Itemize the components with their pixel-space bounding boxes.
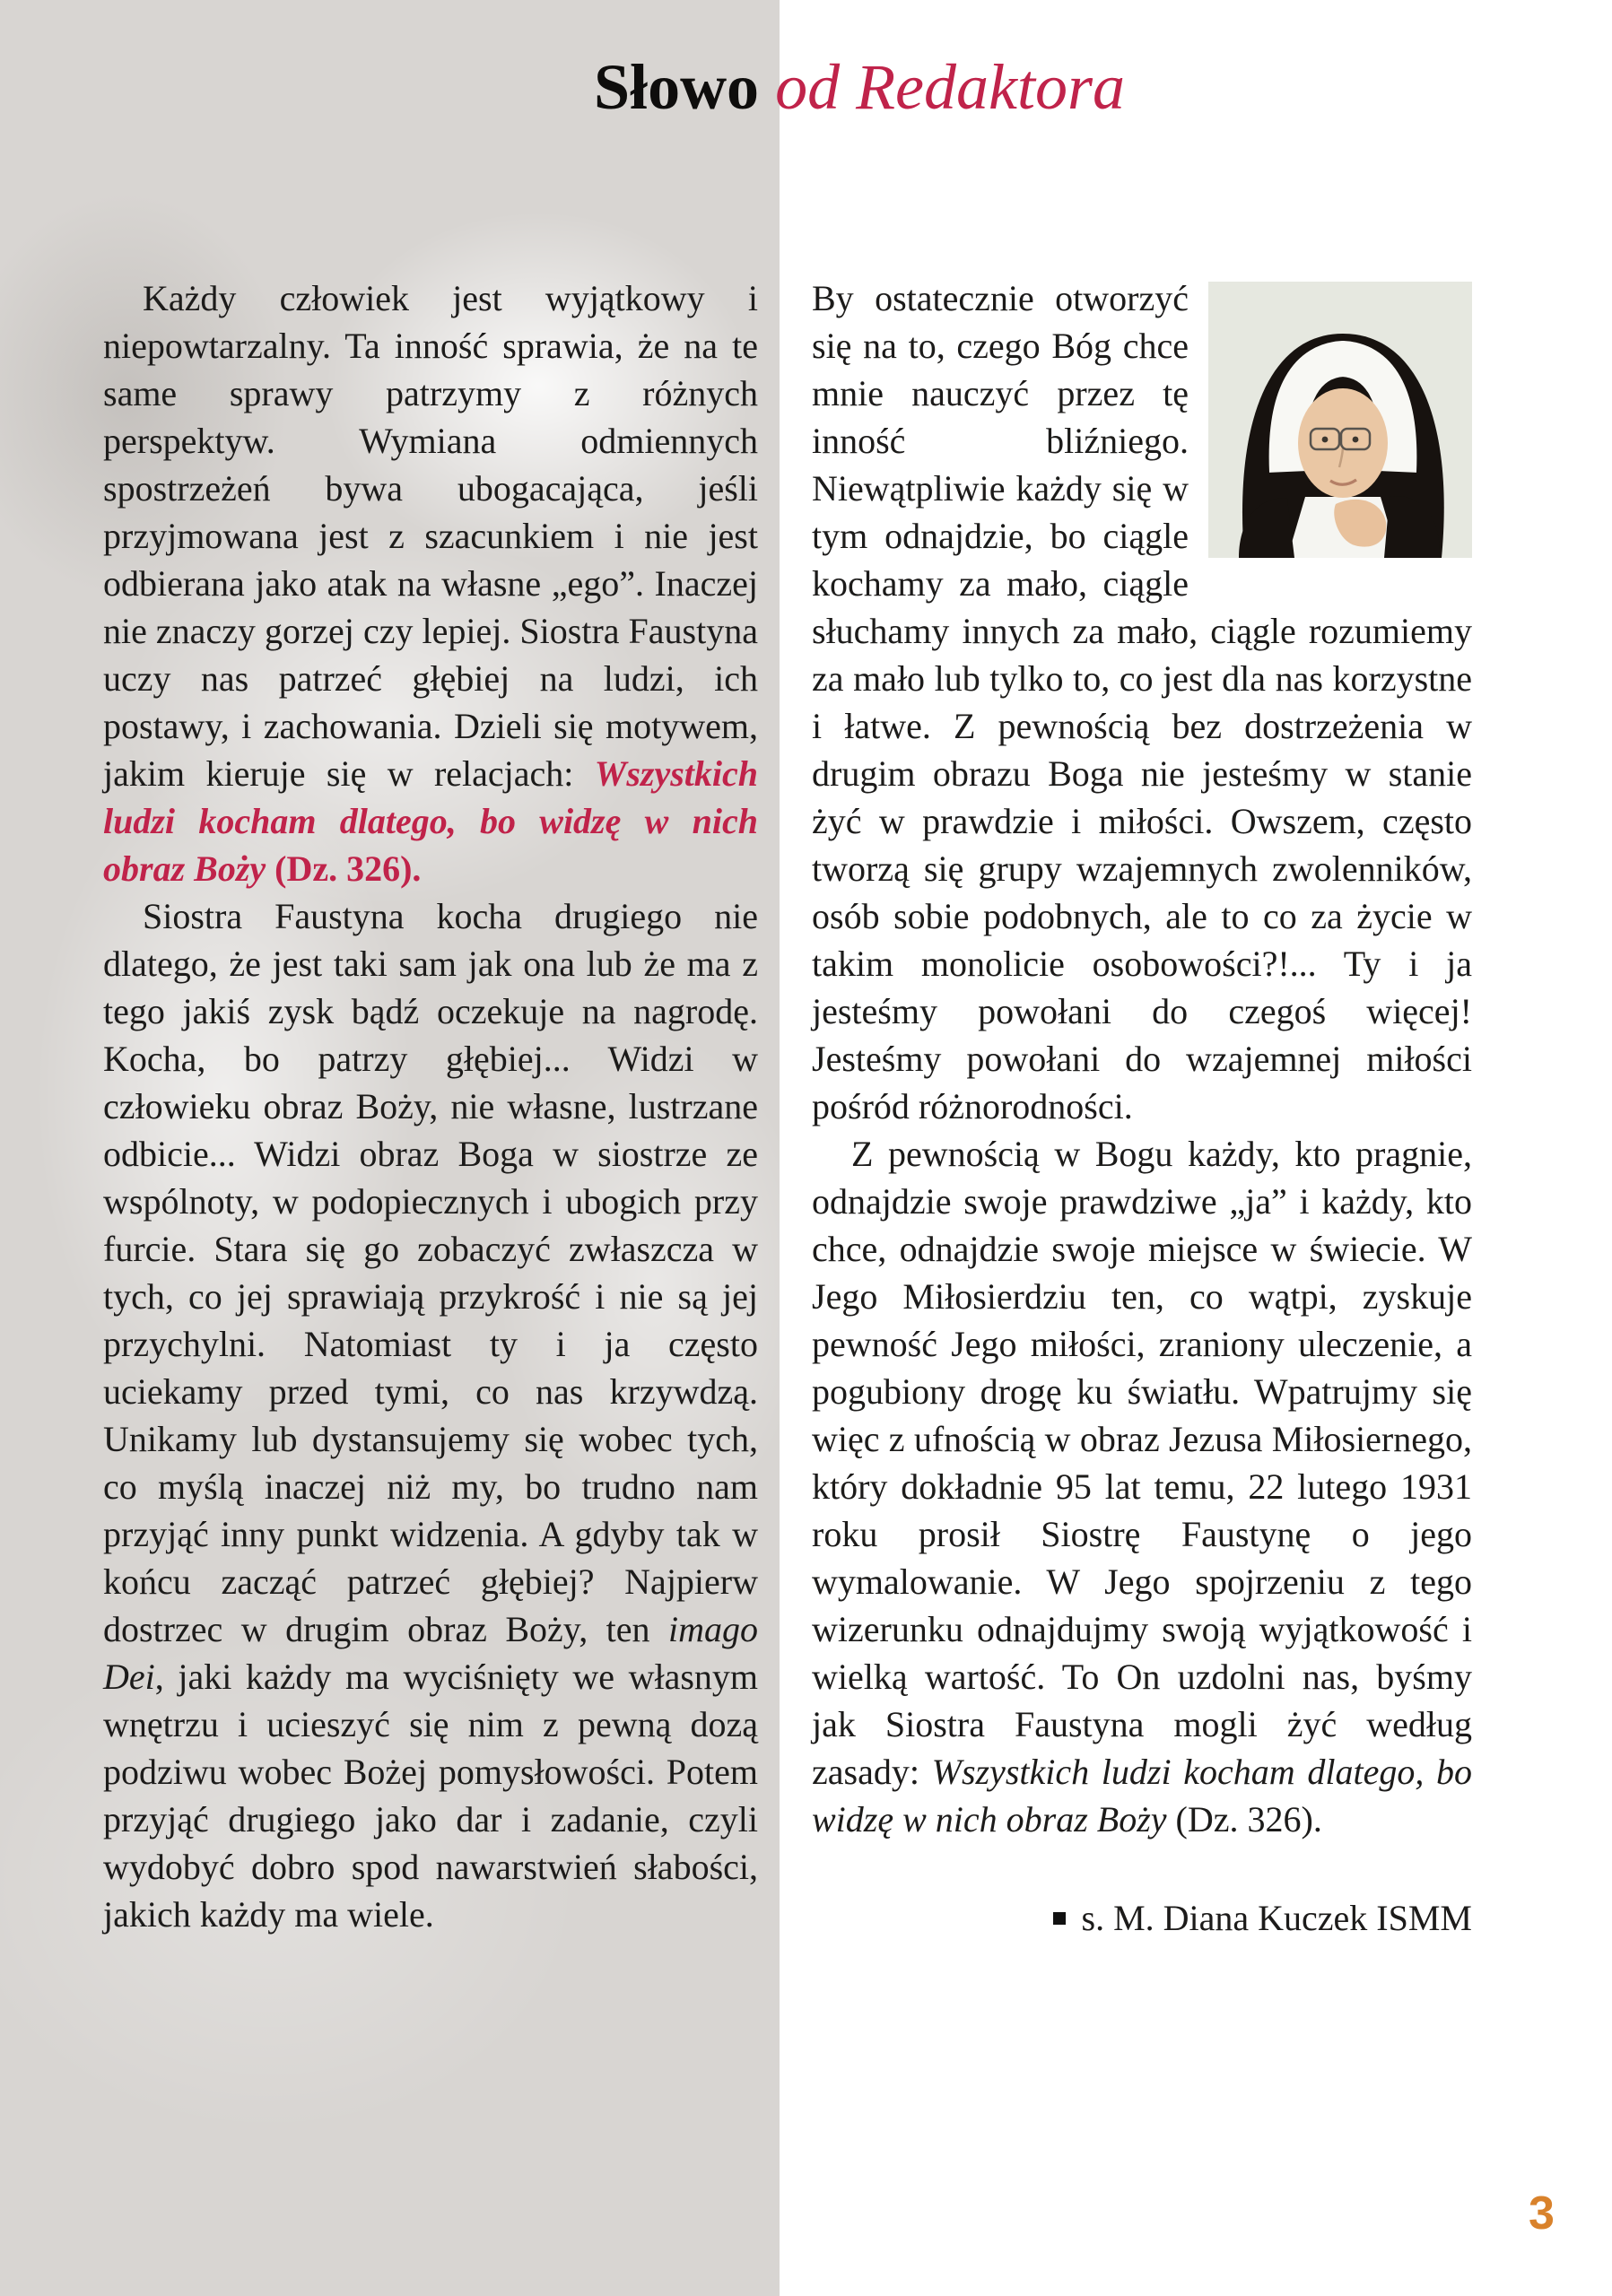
paragraph-text: , jaki każdy ma wyciśnięty we własnym wnętrzu i ucieszyć się nim z pewną dozą podziwu wobec Bożej pomysłowości. Potem przyjąć drugiego jako dar i zadanie, czyli wydobyć dobro spod nawarstwień słabości, jakich każdy ma wiele. <box>103 1657 758 1935</box>
paragraph-text: Z pewnością w Bogu każdy, kto pragnie, odnajdzie swoje prawdziwe „ja” i każdy, kto chce, odnajdzie swoje miejsce w świecie. W Jego Miłosierdziu ten, co wątpi, zyskuje pewność Jego miłości, zraniony uleczenie, a pogubiony drogę ku światłu. Wpatrujmy się więc z ufnością w obraz Jezusa Miłosiernego, który dokładnie 95 lat temu, 22 lutego 1931 roku prosił Siostrę Faustynę o jego wymalowanie. W Jego spojrzeniu z tego wizerunku odnajdujmy swoją wyjątkowość i wielką wartość. To On uzdolni nas, byśmy jak Siostra Faustyna mogli żyć według zasady: <box>812 1134 1472 1792</box>
title-word-red: od Redaktora <box>759 51 1125 123</box>
title-word-black: Słowo <box>594 51 760 123</box>
paragraph-text: Każdy człowiek jest wyjątkowy i niepowtarzalny. Ta inność sprawia, że na te same sprawy patrzymy z różnych perspektyw. Wymiana odmiennych spostrzeżeń bywa ubogacająca, jeśli przyjmowana jest z szacunkiem i nie jest odbierana jako atak na własne „ego”. Inaczej nie znaczy gorzej czy lepiej. Siostra Faustyna uczy nas patrzeć głębiej na ludzi, ich postawy, i zachowania. Dzieli się motywem, jakim kieruje się w relacjach: <box>103 278 758 794</box>
diary-quote-red: Wszystkich ludzi kocham dlatego, bo widzę w nich obraz Boży <box>103 753 758 889</box>
right-text-column <box>812 274 1472 1940</box>
nun-portrait-illustration <box>1208 282 1472 558</box>
author-name: s. M. Diana Kuczek ISMM <box>1081 1898 1472 1938</box>
diary-reference: (Dz. 326). <box>1166 1799 1322 1839</box>
diary-quote-italic: Wszystkich ludzi kocham dlatego, bo widzę w nich obraz Boży <box>812 1752 1472 1839</box>
square-bullet-icon <box>1053 1912 1066 1925</box>
paragraph <box>103 274 758 892</box>
page-number: 3 <box>1529 2187 1555 2239</box>
paragraph-text: By ostatecznie otworzyć się na to, czego Bóg chce mnie nauczyć przez tę inność bliźniego. Niewątpliwie każdy się w tym odnajdzie, bo ciągle kochamy za mało, ciągle słuchamy innych za mało, ciągle rozumiemy za mało lub tylko to, co jest dla nas korzystne i łatwe. Z pewnością bez dostrzeżenia w drugim obrazu Boga nie jesteśmy w stanie żyć w prawdzie i miłości. Owszem, często tworzą się grupy wzajemnych zwolenników, osób sobie podobnych, ale to co za życie w takim monolicie osobowości?!... Ty i ja jesteśmy powołani do czegoś więcej! Jesteśmy powołani do wzajemnej miłości pośród różnorodności. <box>812 278 1472 1126</box>
paragraph <box>812 1130 1472 1843</box>
paragraph-text: Siostra Faustyna kocha drugiego nie dlatego, że jest taki sam jak ona lub że ma z tego jakiś zysk bądź oczekuje na nagrodę. Kocha, bo patrzy głębiej... Widzi w człowieku obraz Boży, nie własne, lustrzane odbicie... Widzi obraz Boga w siostrze ze wspólnoty, w podopiecznych i ubogich przy furcie. Stara się go zobaczyć zwłaszcza w tych, co jej sprawiają przykrość i nie są jej przychylni. Natomiast ty i ja często uciekamy przed tymi, co nas krzywdzą. Unikamy lub dystansujemy się wobec tych, co myślą inaczej niż my, bo trudno nam przyjąć inny punkt widzenia. A gdyby tak w końcu zacząć patrzeć głębiej? Najpierw dostrzec w drugim obraz Boży, ten <box>103 896 758 1649</box>
editor-portrait-photo <box>1208 282 1472 558</box>
left-text-column <box>103 274 758 1938</box>
author-signature <box>812 1897 1472 1940</box>
paragraph <box>103 892 758 1938</box>
page-title <box>103 52 1544 123</box>
diary-reference-red: (Dz. 326). <box>266 848 422 889</box>
latin-phrase-italic: imago Dei <box>103 1609 758 1697</box>
